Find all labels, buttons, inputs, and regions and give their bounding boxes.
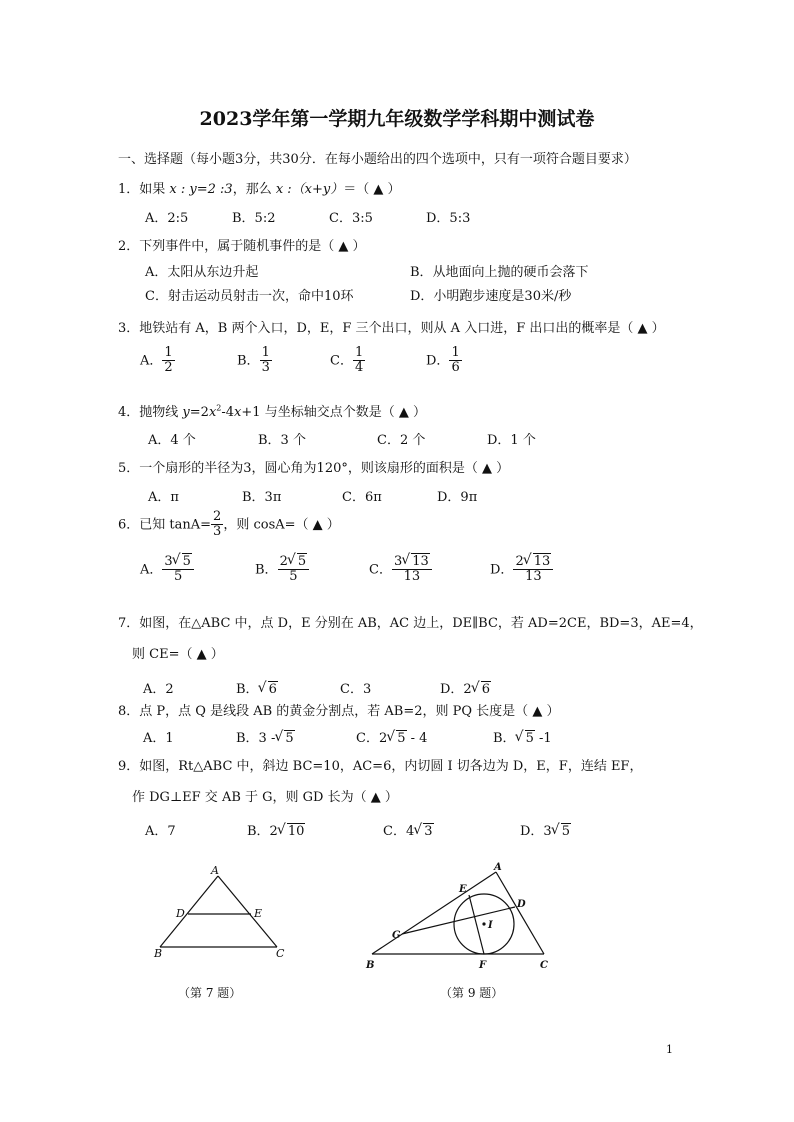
question-9-line-2: 作 DG⊥EF 交 AB 于 G，则 GD 长为（ ▲ ） (132, 790, 398, 805)
question-1: 1．如果 x : y=2 :3，那么 x :（x+y）＝（ ▲ ） (118, 182, 401, 197)
q8-option-b: B．3 -√ 5 (236, 727, 295, 746)
fig7-side-ac (218, 876, 277, 947)
section-heading: 一、选择题（每小题3分，共30分．在每小题给出的四个选项中，只有一项符合题目要求） (118, 152, 637, 167)
q5-option-c: C．6π (342, 490, 382, 505)
q9-option-b: B．2√ 10 (247, 820, 305, 839)
q9-option-a: A．7 (145, 824, 176, 839)
q9-option-c: C．4√ 3 (383, 820, 434, 839)
figure-9-incircle (358, 858, 558, 976)
fig9-label-f: F (479, 960, 487, 971)
fig9-label-a: A (494, 862, 502, 873)
q3-option-c: C． $\frac{1}{4}$ (330, 345, 364, 376)
q8-option-a: A．1 (143, 731, 174, 746)
q3-option-a: A． $\frac{1}{2}$ (140, 345, 173, 376)
q1-option-a: A．2:5 (145, 211, 189, 226)
q9-option-d: D．3√ 5 (520, 820, 571, 839)
question-7-line-1: 7．如图，在△ABC 中，点 D，E 分别在 AB，AC 边上，DE∥BC，若 AD=2CE，BD=3，AE=4， (118, 616, 703, 631)
question-5: 5．一个扇形的半径为3，圆心角为120°，则该扇形的面积是（ ▲ ） (118, 461, 510, 476)
page-number: 1 (666, 1043, 673, 1056)
fig7-label-b: B (154, 947, 163, 960)
question-4: 4．抛物线 $y=2x^2-4x+1$ 与坐标轴交点个数是（ ▲ ） (118, 403, 426, 420)
q5-option-b: B．3π (242, 490, 282, 505)
fig9-label-e: E (459, 884, 467, 895)
question-3: 3．地铁站有 A，B 两个入口，D，E，F 三个出口，则从 A 入口进，F 出口出的概率是（ ▲ ） (118, 321, 665, 336)
q4-option-d: D．1 个 (487, 433, 536, 448)
q1-option-c: C．3:5 (329, 211, 373, 226)
q7-option-b: B．√ 6 (236, 678, 278, 697)
q7-option-d: D．2√ 6 (440, 678, 491, 697)
fig9-segment-dg (402, 907, 515, 934)
q2-option-c: C．射击运动员射击一次，命中10环 (145, 289, 354, 304)
q6-option-d: D． $\frac{2√ 13}{13}$ (490, 555, 553, 585)
q5-option-d: D．9π (437, 490, 478, 505)
q4-option-a: A．4 个 (148, 433, 196, 448)
fig9-label-b: B (366, 960, 375, 971)
q8-option-c: C．2√ 5 - 4 (356, 727, 427, 746)
question-8: 8．点 P，点 Q 是线段 AB 的黄金分割点，若 AB=2，则 PQ 长度是（ ▲ ） (118, 704, 560, 719)
fig9-side-ac (496, 872, 544, 954)
fig9-label-c: C (540, 960, 548, 971)
fig9-segment-ef (469, 895, 484, 954)
q6-option-c: C． $\frac{3√ 13}{13}$ (369, 555, 432, 585)
fig7-label-d: D (176, 907, 185, 920)
q6-option-b: B． $\frac{2√ 5}{5}$ (255, 555, 309, 585)
q4-option-b: B．3 个 (258, 433, 306, 448)
q7-option-a: A．2 (143, 682, 174, 697)
q3-option-d: D． $\frac{1}{6}$ (426, 345, 460, 376)
fig9-label-g: G (392, 930, 401, 941)
q2-option-a: A．太阳从东边升起 (145, 265, 259, 280)
q2-option-d: D．小明跑步速度是30米/秒 (410, 289, 572, 304)
figure-7-caption: （第 7 题） (178, 986, 242, 1000)
fig9-side-ab (372, 872, 496, 954)
question-2: 2．下列事件中，属于随机事件的是（ ▲ ） (118, 239, 366, 254)
q4-option-c: C．2 个 (377, 433, 426, 448)
figure-7-triangle (140, 862, 310, 962)
question-6: 6．已知 tanA= $\frac{2}{3}$ ，则 cosA=（ ▲ ） (118, 509, 340, 540)
q1-option-d: D．5:3 (426, 211, 471, 226)
fig7-side-ab (160, 876, 218, 947)
q1-option-b: B．5:2 (232, 211, 276, 226)
fig9-label-d: D (517, 899, 526, 910)
q6-option-a: A． $\frac{3√ 5}{5}$ (140, 555, 194, 585)
q3-option-b: B． $\frac{1}{3}$ (237, 345, 270, 376)
fig7-label-a: A (211, 864, 219, 877)
fig9-label-i: I (488, 920, 493, 931)
fig7-label-c: C (276, 947, 285, 960)
q7-option-c: C．3 (340, 682, 372, 697)
page-title: 2023学年第一学期九年级数学学科期中测试卷 (199, 108, 595, 130)
fig7-label-e: E (254, 907, 263, 920)
question-7-line-2: 则 CE=（ ▲ ） (132, 647, 224, 662)
q8-option-d: B．√ 5 -1 (493, 727, 552, 746)
question-9-line-1: 9．如图，Rt△ABC 中，斜边 BC=10，AC=6，内切圆 I 切各边为 D，E，F，连结 EF， (118, 759, 643, 774)
fig9-center-dot (482, 922, 485, 925)
figure-9-caption: （第 9 题） (440, 986, 504, 1000)
q2-option-b: B．从地面向上抛的硬币会落下 (410, 265, 589, 280)
q5-option-a: A．π (148, 490, 179, 505)
